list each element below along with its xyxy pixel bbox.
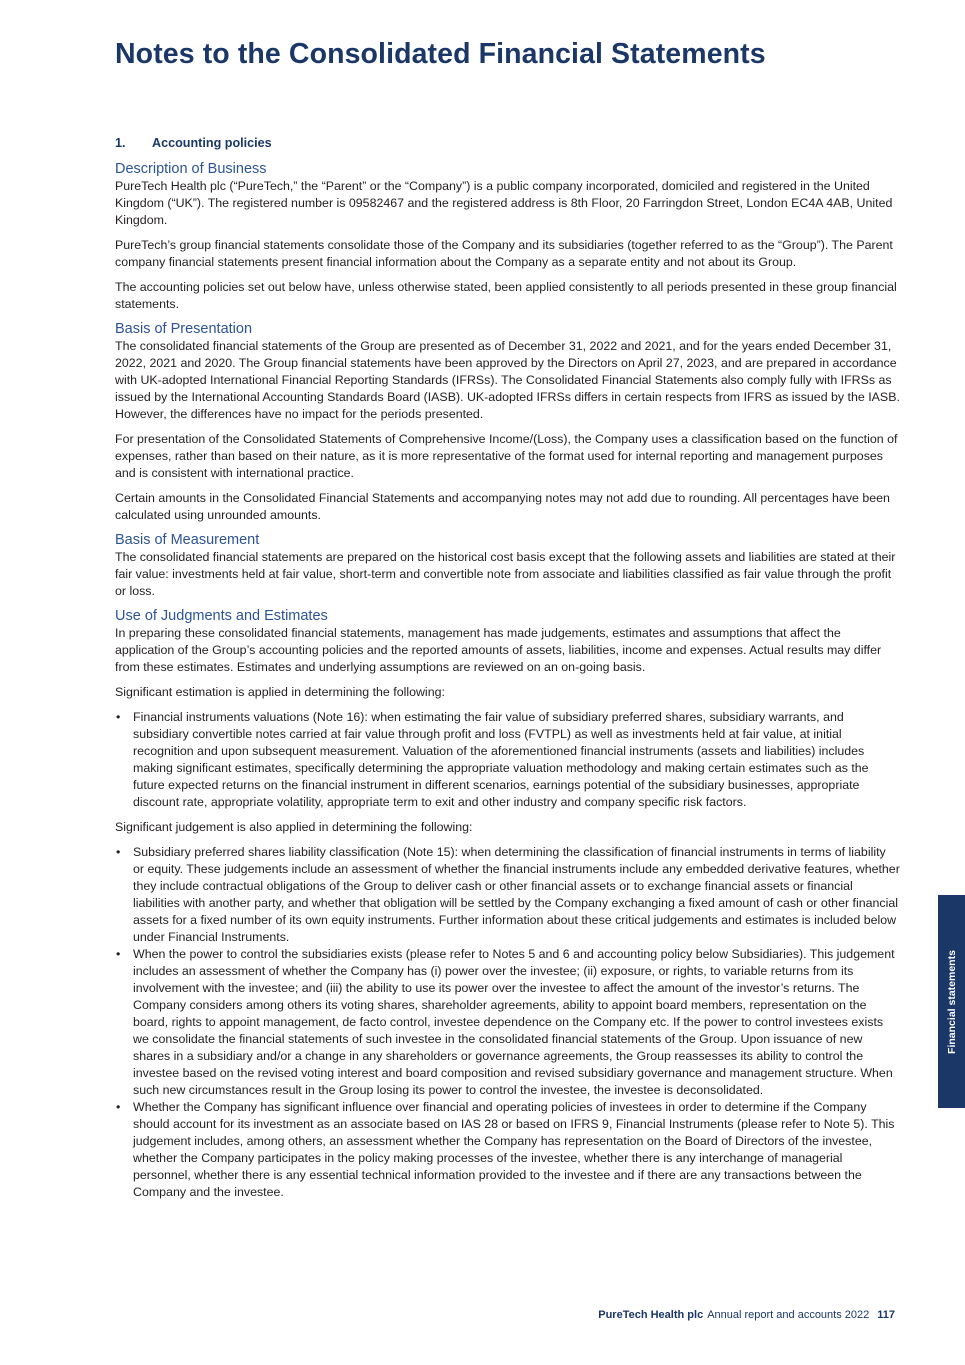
estimation-intro: Significant estimation is applied in determining the following: — [115, 685, 445, 699]
footer-report-title: Annual report and accounts 2022 — [707, 1309, 870, 1321]
bullet-item — [115, 844, 900, 946]
bullet-text: Subsidiary preferred shares liability classification (Note 15): when determining the classification of financial instruments in terms of liability or equity. These judgements include an assessment of whether the financial instruments include any embedded derivative features, whether they include contractual obligations of the Group to deliver cash or other financial assets or to exchange financial assets or financial liabilities with another party, and whether that obligation will be settled by the Company exchanging a fixed amount of cash or other financial assets for a fixed number of its own equity instruments. Further information about these critical judgements and estimates is included below under Financial Instruments. — [133, 845, 900, 944]
bullet-text: Whether the Company has significant influence over financial and operating policies of investees in order to determine if the Company should account for its investment as an associate based on IAS 28 or based on IFRS 9, Financial Instruments (please refer to Note 5). This judgement includes, among others, an assessment whether the Company has representation on the Board of Directors of the investee, whether the Company participates in the policy making processes of the investee, whether there is any interchange of managerial personnel, whether there is any essential technical information provided to the investee and if there are any transactions between the Company and the investee. — [133, 1100, 895, 1199]
description-paragraph-3: The accounting policies set out below have, unless otherwise stated, been applied consistently to all periods presented in these group financial statements. — [115, 280, 897, 311]
basis-of-measurement-heading: Basis of Measurement — [115, 532, 260, 548]
page-title: Notes to the Consolidated Financial Statements — [115, 38, 766, 70]
bullet-mark: • — [116, 845, 121, 859]
bullet-mark: • — [116, 947, 121, 961]
bullet-text: When the power to control the subsidiaries exists (please refer to Notes 5 and 6 and accounting policy below Subsidiaries). This judgement includes an assessment of whether the Company has (i) power over the investee; (ii) exposure, or rights, to variable returns from its involvement with the investee; and (iii) the ability to use its power over the investee to affect the amount of the investor’s returns. The Company considers among others its voting shares, shareholder agreements, ability to appoint board members, representation on the board, rights to appoint management, de facto control, investee dependence on the Company etc. If the power to control investees exists we consolidate the financial statements of such investee in the consolidated financial statements of the Group. Upon issuance of new shares in a subsidiary and/or a change in any shareholders or governance agreements, the Group reassesses its ability to control the investee based on the revised voting interest and board composition and revised subsidiary governance and management structure. When such new circumstances result in the Group losing its power to control the investee, the investee is deconsolidated. — [133, 947, 895, 1097]
page-footer — [598, 1309, 895, 1321]
basis-of-presentation-heading: Basis of Presentation — [115, 321, 253, 337]
section-title: Accounting policies — [152, 136, 272, 150]
bullet-mark: • — [116, 1100, 121, 1114]
bullet-item — [115, 709, 900, 811]
description-of-business-heading: Description of Business — [115, 161, 267, 177]
section-side-tab[interactable] — [938, 895, 965, 1108]
bullet-item — [115, 1099, 900, 1201]
bullet-text: Financial instruments valuations (Note 16): when estimating the fair value of subsidiary preferred shares, subsidiary warrants, and subsidiary convertible notes carried at fair value through profit and loss (FVTPL) as well as investments held at fair value, at initial recognition and upon subsequent measurement. Valuation of the aforementioned financial instruments (assets and liabilities) includes making significant estimates, specifically determining the appropriate valuation methodology and making certain estimates such as the future expected returns on the financial instrument in different scenarios, earnings potential of the subsidiary businesses, appropriate discount rate, appropriate volatility, appropriate term to exit and other industry and company specific risk factors. — [133, 710, 869, 809]
main-content — [115, 135, 900, 1209]
presentation-paragraph-2: For presentation of the Consolidated Statements of Comprehensive Income/(Loss), the Company uses a classification based on the function of expenses, rather than based on their nature, as it is more representative of the format used for internal reporting and management purposes and is consistent with international practice. — [115, 432, 898, 480]
bullet-item — [115, 946, 900, 1099]
side-tab-label: Financial statements — [945, 949, 958, 1054]
measurement-paragraph-1: The consolidated financial statements are prepared on the historical cost basis except that the following assets and liabilities are stated at their fair value: investments held at fair value, short-term and convertible note from associate and liabilities classified as fair value through the profit or loss. — [115, 550, 896, 598]
section-number: 1. — [115, 136, 126, 150]
estimation-bullet-list — [115, 709, 900, 811]
judgments-and-estimates-heading: Use of Judgments and Estimates — [115, 608, 328, 624]
presentation-paragraph-3: Certain amounts in the Consolidated Financial Statements and accompanying notes may not add due to rounding. All percentages have been calculated using unrounded amounts. — [115, 491, 890, 522]
section-heading — [115, 135, 900, 152]
judgement-intro: Significant judgement is also applied in determining the following: — [115, 820, 473, 834]
presentation-paragraph-1: The consolidated financial statements of the Group are presented as of December 31, 2022 and 2021, and for the years ended December 31, 2022, 2021 and 2020. The Group financial statements have been approved by the Directors on April 27, 2023, and are prepared in accordance with UK-adopted International Financial Reporting Standards (IFRSs). The Consolidated Financial Statements also comply fully with IFRSs as issued by the International Accounting Standards Board (IASB). UK-adopted IFRSs differs in certain respects from IFRS as issued by the IASB. However, the differences have no impact for the periods presented. — [115, 339, 900, 421]
bullet-mark: • — [116, 710, 121, 724]
description-paragraph-2: PureTech’s group financial statements consolidate those of the Company and its subsidiaries (together referred to as the “Group”). The Parent company financial statements present financial information about the Company as a separate entity and not about its Group. — [115, 238, 893, 269]
page-number: 117 — [877, 1309, 895, 1321]
judgments-paragraph-1: In preparing these consolidated financial statements, management has made judgements, estimates and assumptions that affect the application of the Group’s accounting policies and the reported amounts of assets, liabilities, income and expenses. Actual results may differ from these estimates. Estimates and underlying assumptions are reviewed on an on-going basis. — [115, 626, 882, 674]
description-paragraph-1: PureTech Health plc (“PureTech,” the “Parent” or the “Company”) is a public company incorporated, domiciled and registered in the United Kingdom (“UK”). The registered number is 09582467 and the registered address is 8th Floor, 20 Farringdon Street, London EC4A 4AB, United Kingdom. — [115, 179, 893, 227]
judgement-bullet-list — [115, 844, 900, 1201]
footer-company: PureTech Health plc — [598, 1309, 704, 1321]
